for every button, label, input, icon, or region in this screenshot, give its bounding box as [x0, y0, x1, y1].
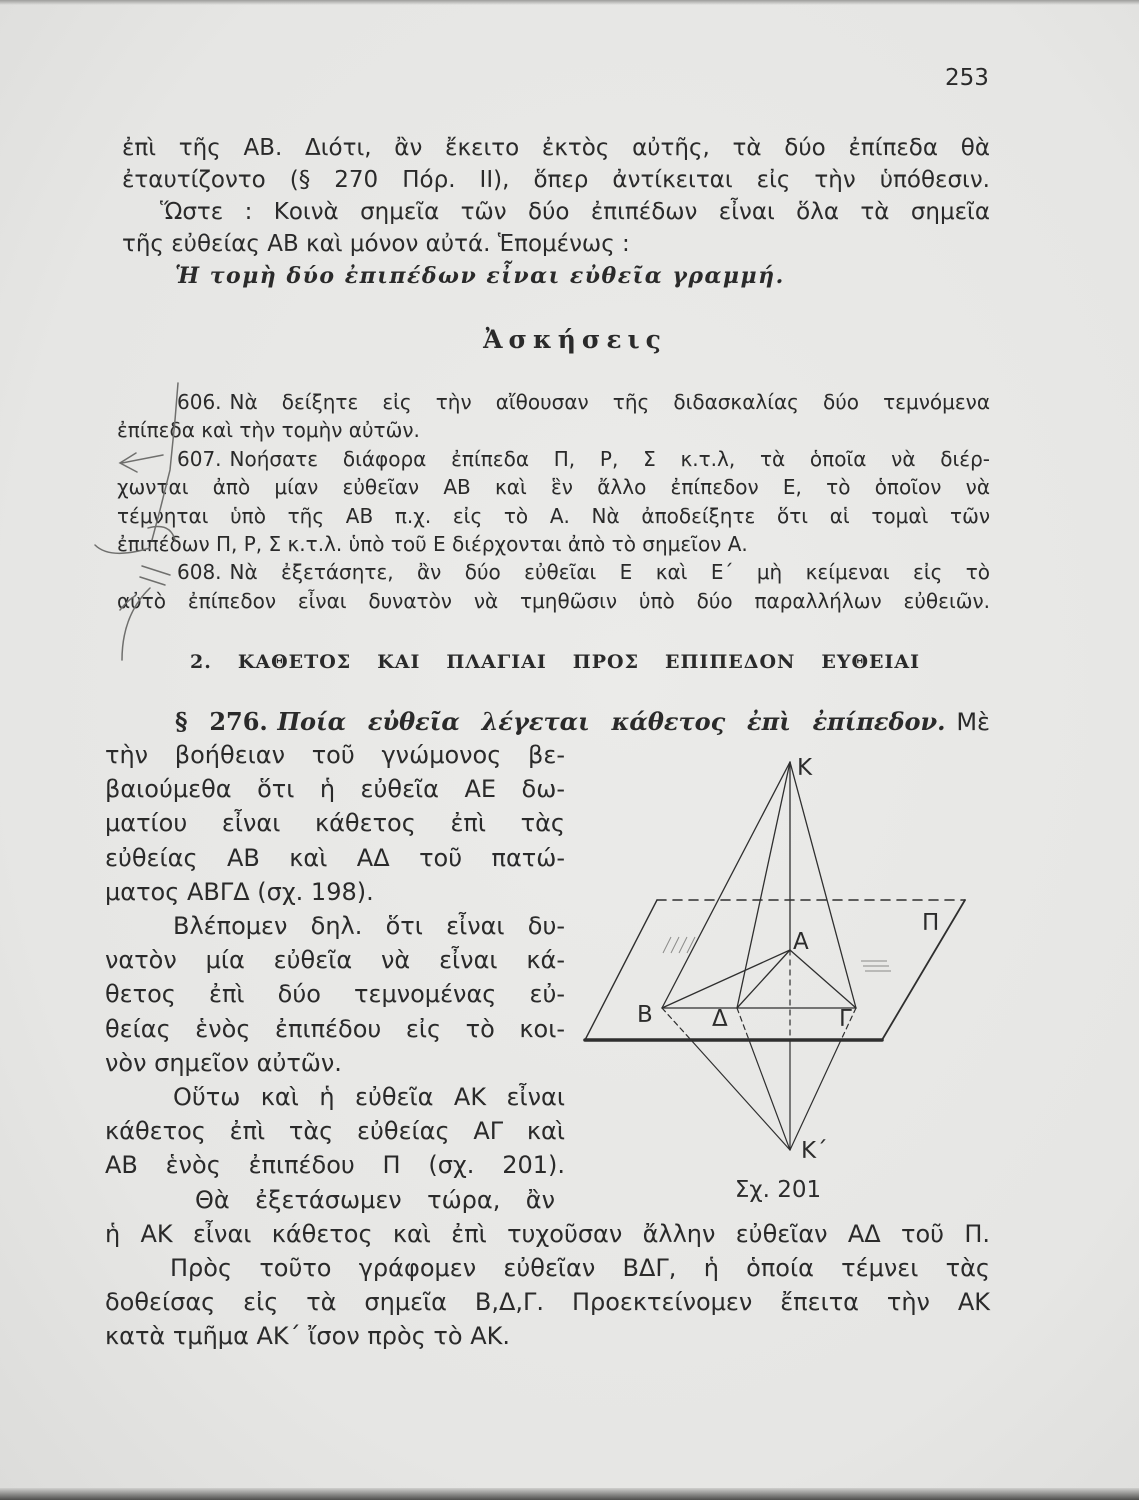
- exercise-text-line: ἐπίπεδα καὶ τὴν τομὴν αὐτῶν.: [117, 418, 420, 443]
- theorem-statement: Ἡ τομὴ δύο ἐπιπέδων εἶναι εὐθεῖα γραμμή.: [175, 263, 785, 289]
- figure-caption: Σχ. 201: [734, 1177, 822, 1203]
- text-line: νατὸν μία εὐθεῖα νὰ εἶναι κά-: [105, 946, 565, 975]
- text-line: ματος ΑΒΓΔ (σχ. 198).: [105, 877, 374, 906]
- paragraph-heading: [175, 704, 990, 740]
- label-a: Α: [793, 929, 809, 955]
- text-line: Ὥστε : Κοινὰ σημεῖα τῶν δύο ἐπιπέδων εἶναι ὅλα τὰ σημεῖα: [160, 199, 990, 225]
- label-g: Γ: [839, 1006, 852, 1032]
- exercise-text-line: αὐτὸ ἐπίπεδον εἶναι δυνατὸν νὰ τμηθῶσιν ὑπὸ δύο παραλλήλων εὐθειῶν.: [117, 588, 990, 613]
- label-b: Β: [637, 1002, 653, 1028]
- segment-dk-prime-hidden: [737, 1008, 749, 1040]
- text-line: βαιούμεθα ὅτι ἡ εὐθεῖα ΑΕ δω-: [105, 775, 565, 804]
- exercise-text-line: χωνται ἀπὸ μίαν εὐθεῖαν ΑΒ καὶ ἓν ἄλλο ἐπίπεδον Ε, τὸ ὁποῖον νὰ: [117, 475, 990, 500]
- exercise-606: [117, 388, 990, 416]
- intro-paragraph: [122, 132, 990, 292]
- text-line: τῆς εὐθείας ΑΒ καὶ μόνον αὐτά. Ἑπομένως :: [122, 231, 630, 257]
- section-heading: 2. ΚΑΘΕΤΟΣ ΚΑΙ ΠΛΑΓΙΑΙ ΠΡΟΣ ΕΠΙΠΕΔΟΝ ΕΥΘΕΙΑΙ: [190, 651, 920, 673]
- text-line: Πρὸς τοῦτο γράφομεν εὐθεῖαν ΒΔΓ, ἡ ὁποία τέμνει τὰς: [170, 1254, 990, 1282]
- label-k: Κ: [797, 755, 813, 781]
- exercise-number: 607.: [177, 446, 222, 471]
- segment-ag: [790, 950, 856, 1008]
- left-column-text: [105, 738, 565, 1217]
- segment-bk-prime: [691, 1040, 790, 1150]
- segment-ad: [737, 950, 790, 1008]
- plane-hatching-left: [663, 937, 695, 953]
- label-plane-p: Π: [922, 910, 940, 936]
- exercise-text-line: ἐπιπέδων Π, Ρ, Σ κ.τ.λ. ὑπὸ τοῦ Ε διέρχονται ἀπὸ τὸ σημεῖον Α.: [117, 532, 748, 557]
- plane-hatching-right: [861, 961, 891, 971]
- text-line: ΑΒ ἑνὸς ἐπιπέδου Π (σχ. 201).: [105, 1151, 565, 1180]
- segment-kg: [790, 762, 856, 1008]
- scan-border-top: [0, 0, 1139, 5]
- text-line: δοθείσας εἰς τὰ σημεῖα Β,Δ,Γ. Προεκτείνομεν ἔπειτα τὴν ΑΚ: [105, 1288, 990, 1317]
- label-k-prime: Κ΄: [801, 1138, 828, 1164]
- text-line: Θὰ ἐξετάσωμεν τώρα, ἂν: [195, 1185, 555, 1214]
- text-line: κατὰ τμῆμα ΑΚ΄ ἴσον πρὸς τὸ ΑΚ.: [105, 1322, 510, 1351]
- exercise-text-line: τέμνηται ὑπὸ τῆς ΑΒ π.χ. εἰς τὸ Α. Νὰ ἀποδείξητε ὅτι αἱ τομαὶ τῶν: [117, 503, 990, 528]
- text-line: κάθετος ἐπὶ τὰς εὐθείας ΑΓ καὶ: [105, 1117, 565, 1146]
- text-line: ἐπὶ τῆς ΑΒ. Διότι, ἂν ἔκειτο ἐκτὸς αὐτῆς, τὰ δύο ἐπίπεδα θὰ: [122, 135, 990, 161]
- text-line: ἐταυτίζοντο (§ 270 Πόρ. ΙΙ), ὅπερ ἀντίκειται εἰς τὴν ὑπόθεσιν.: [122, 167, 990, 193]
- text-line: Βλέπομεν δηλ. ὅτι εἶναι δυ-: [173, 912, 565, 941]
- exercise-text: Νὰ δείξητε εἰς τὴν αἴθουσαν τῆς διδασκαλίας δύο τεμνόμενα: [229, 390, 990, 414]
- text-line: ἡ ΑΚ εἶναι κάθετος καὶ ἐπὶ τυχοῦσαν ἄλλην εὐθεῖαν ΑΔ τοῦ Π.: [105, 1219, 990, 1248]
- text-line: Οὕτω καὶ ἡ εὐθεῖα ΑΚ εἶναι: [173, 1083, 565, 1112]
- page-number: 253: [945, 65, 989, 91]
- scan-border-bottom: [0, 1488, 1139, 1500]
- label-d: Δ: [712, 1006, 728, 1032]
- exercise-text: Νὰ ἐξετάσητε, ἂν δύο εὐθεῖαι Ε καὶ Ε΄ μὴ κείμεναι εἰς τὸ: [229, 560, 990, 585]
- segment-gk-prime: [790, 1040, 841, 1150]
- full-width-text: [105, 1217, 990, 1354]
- text-line: νὸν σημεῖον αὐτῶν.: [105, 1048, 342, 1077]
- exercises-heading: Ἀσκήσεις: [483, 325, 667, 354]
- figure-201: [575, 745, 995, 1215]
- exercise-number: 608.: [177, 560, 222, 585]
- text-line: ματίου εἶναι κάθετος ἐπὶ τὰς: [105, 809, 565, 838]
- segment-ab: [662, 950, 790, 1008]
- segment-bk-prime-hidden: [662, 1008, 691, 1040]
- text-line: θετος ἐπὶ δύο τεμνομένας εὐ-: [105, 980, 565, 1009]
- text-line: θείας ἑνὸς ἐπιπέδου εἰς τὸ κοι-: [105, 1014, 565, 1043]
- paragraph-number: § 276.: [175, 707, 268, 736]
- segment-dk-prime: [749, 1040, 790, 1150]
- text-line: τὴν βοήθειαν τοῦ γνώμονος βε-: [105, 741, 565, 769]
- exercise-number: 606.: [177, 390, 222, 414]
- exercise-608: [117, 558, 990, 586]
- paragraph-title: Ποία εὐθεῖα λέγεται κάθετος ἐπὶ ἐπίπεδον.: [277, 707, 946, 736]
- exercise-text: Νοήσατε διάφορα ἐπίπεδα Π, Ρ, Σ κ.τ.λ, τὰ ὁποῖα νὰ διέρ-: [229, 446, 990, 471]
- exercises-list: [117, 388, 990, 615]
- paragraph-first-word: Μὲ: [956, 708, 991, 736]
- text-line: εὐθείας ΑΒ καὶ ΑΔ τοῦ πατώ-: [105, 843, 565, 872]
- exercise-607: [117, 445, 990, 473]
